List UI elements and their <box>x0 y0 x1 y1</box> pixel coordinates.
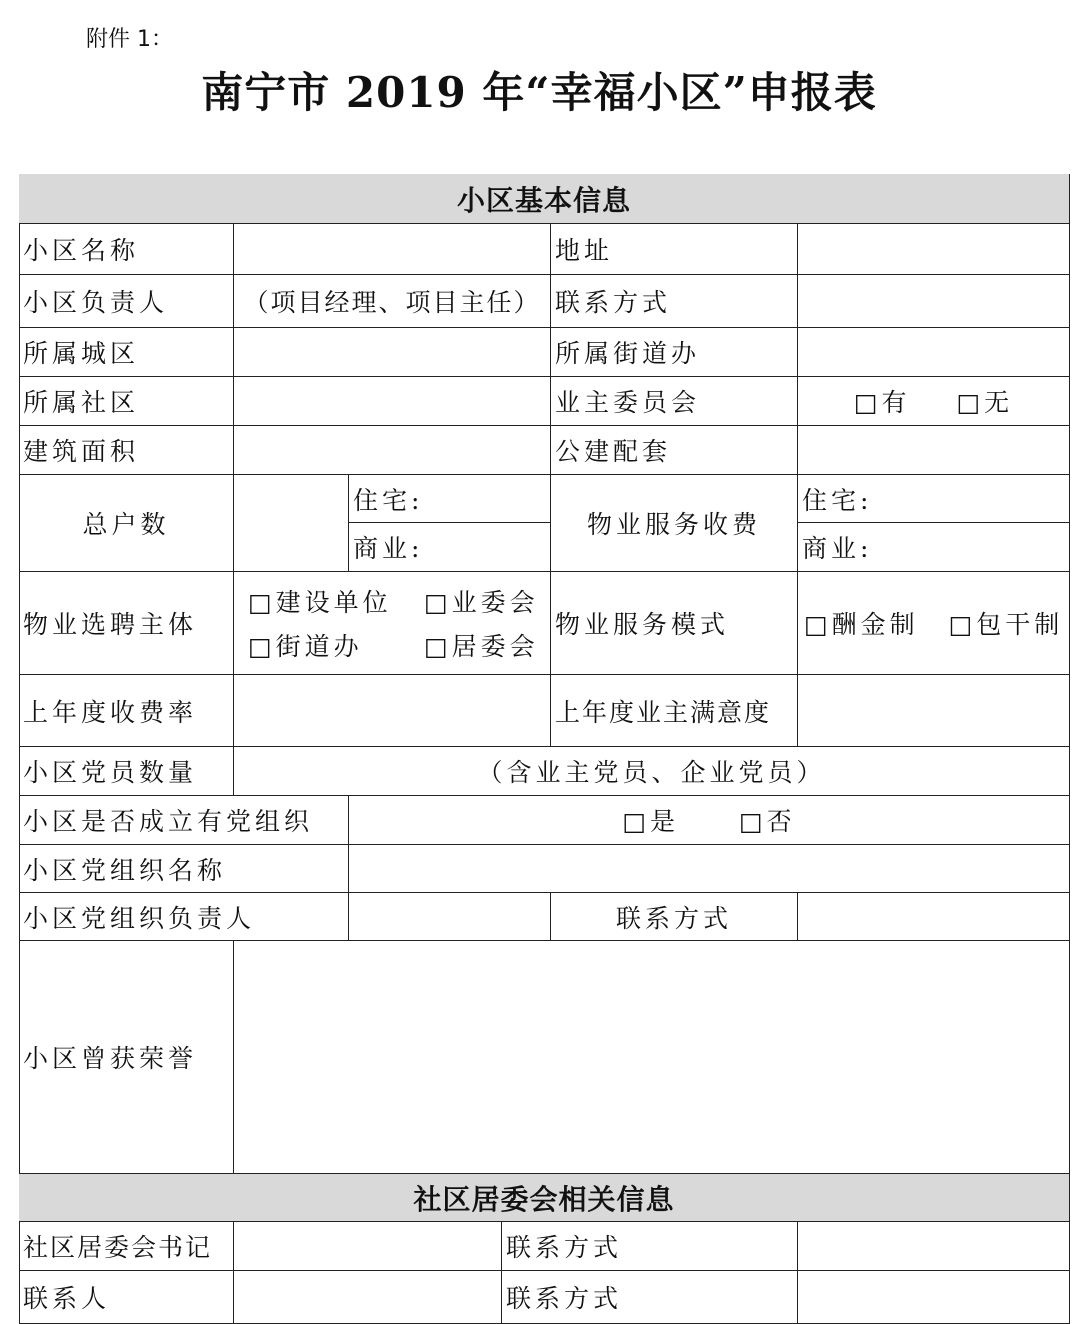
label-manager: 小区负责人 <box>19 275 234 328</box>
label-owners-committee: 业主委员会 <box>551 377 798 426</box>
checkbox-lump-sum[interactable]: □包干制 <box>948 610 1064 639</box>
label-community-name: 小区名称 <box>19 224 234 275</box>
label-households: 总户数 <box>19 475 234 572</box>
field-fee-residential[interactable]: 住宅: <box>798 475 1070 523</box>
label-street-office: 所属街道办 <box>551 328 798 377</box>
checkbox-have[interactable]: □有 <box>853 388 911 417</box>
field-party-org-name[interactable] <box>349 845 1070 893</box>
attachment-label: 附件 1： <box>86 27 173 52</box>
field-person-contact[interactable] <box>798 1271 1070 1324</box>
label-satisfaction: 上年度业主满意度 <box>551 675 798 747</box>
field-households-total[interactable] <box>234 475 349 572</box>
field-secretary-contact[interactable] <box>798 1222 1070 1271</box>
field-public-facilities[interactable] <box>798 426 1070 475</box>
label-party-members: 小区党员数量 <box>19 747 234 796</box>
field-households-commercial[interactable]: 商业: <box>349 523 551 572</box>
field-contact-person[interactable] <box>234 1271 502 1324</box>
checkbox-none[interactable]: □无 <box>956 388 1014 417</box>
label-hiring-subject: 物业选聘主体 <box>19 572 234 675</box>
field-hiring-subject <box>234 572 551 675</box>
field-fee-commercial[interactable]: 商业: <box>798 523 1070 572</box>
field-party-org-contact[interactable] <box>798 893 1070 941</box>
label-honors: 小区曾获荣誉 <box>19 941 234 1174</box>
checkbox-residents-comm[interactable]: □居委会 <box>424 632 539 661</box>
field-district[interactable] <box>234 328 551 377</box>
field-community-secretary[interactable] <box>234 1222 502 1271</box>
field-honors[interactable] <box>234 941 1070 1174</box>
field-service-mode <box>798 572 1070 675</box>
label-party-org-name: 小区党组织名称 <box>19 845 349 893</box>
label-district: 所属城区 <box>19 328 234 377</box>
label-address: 地址 <box>551 224 798 275</box>
field-party-org-exists <box>349 796 1070 845</box>
field-street-office[interactable] <box>798 328 1070 377</box>
label-person-contact: 联系方式 <box>502 1271 798 1324</box>
label-community-secretary: 社区居委会书记 <box>19 1222 234 1271</box>
checkbox-street-office[interactable]: □街道办 <box>248 632 363 661</box>
label-party-org-leader: 小区党组织负责人 <box>19 893 349 941</box>
field-households-residential[interactable]: 住宅: <box>349 475 551 523</box>
field-party-members[interactable]: （含业主党员、企业党员） <box>234 747 1070 796</box>
label-contact: 联系方式 <box>551 275 798 328</box>
checkbox-owners-comm[interactable]: □业委会 <box>424 588 539 617</box>
label-building-area: 建筑面积 <box>19 426 234 475</box>
field-satisfaction[interactable] <box>798 675 1070 747</box>
field-collection-rate[interactable] <box>234 675 551 747</box>
checkbox-developer[interactable]: □建设单位 <box>248 588 392 617</box>
field-manager[interactable]: （项目经理、项目主任） <box>234 275 551 328</box>
page-title: 南宁市 2019 年“幸福小区”申报表 <box>201 68 877 117</box>
section-header-community-info: 社区居委会相关信息 <box>19 1174 1070 1222</box>
section-header-basic-info: 小区基本信息 <box>19 174 1070 224</box>
field-party-org-leader[interactable] <box>349 893 551 941</box>
label-property-fee: 物业服务收费 <box>551 475 798 572</box>
label-public-facilities: 公建配套 <box>551 426 798 475</box>
field-community[interactable] <box>234 377 551 426</box>
checkbox-no[interactable]: □否 <box>739 807 796 836</box>
label-party-org-exists: 小区是否成立有党组织 <box>19 796 349 845</box>
field-building-area[interactable] <box>234 426 551 475</box>
label-collection-rate: 上年度收费率 <box>19 675 234 747</box>
checkbox-yes[interactable]: □是 <box>622 807 679 836</box>
label-party-org-contact: 联系方式 <box>551 893 798 941</box>
field-community-name[interactable] <box>234 224 551 275</box>
field-contact[interactable] <box>798 275 1070 328</box>
label-contact-person: 联系人 <box>19 1271 234 1324</box>
field-address[interactable] <box>798 224 1070 275</box>
field-owners-committee <box>798 377 1070 426</box>
label-service-mode: 物业服务模式 <box>551 572 798 675</box>
checkbox-commission[interactable]: □酬金制 <box>804 610 919 639</box>
label-secretary-contact: 联系方式 <box>502 1222 798 1271</box>
label-community: 所属社区 <box>19 377 234 426</box>
